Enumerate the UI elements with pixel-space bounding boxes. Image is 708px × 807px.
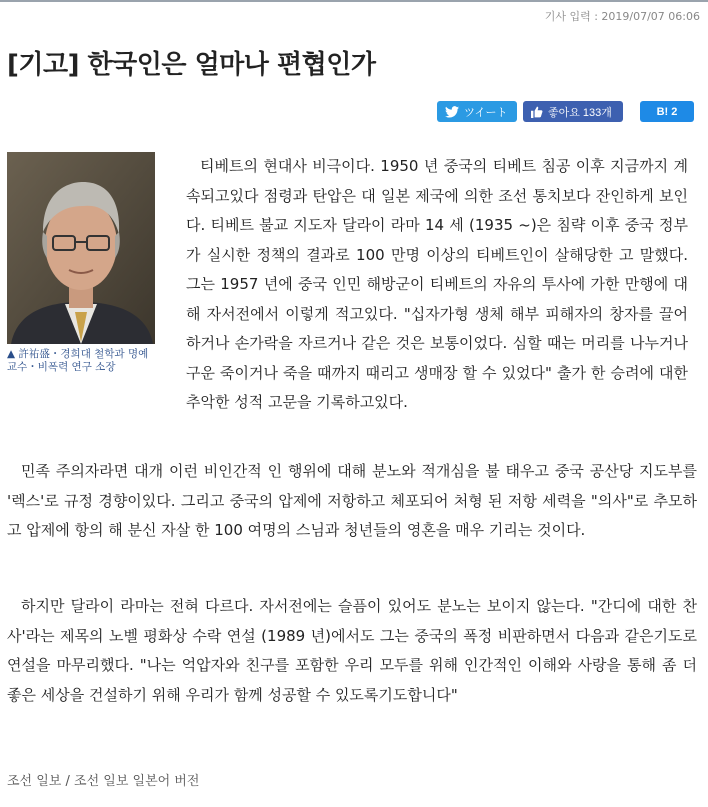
article-date: 기사 입력 : 2019/07/07 06:06 [544, 10, 700, 23]
photo-caption: ▲ 許祐盛・경희대 철학과 명예 교수・비폭력 연구 소장 [7, 348, 149, 373]
article-source: 조선 일보 / 조선 일보 일본어 버전 [7, 774, 200, 789]
article-paragraph: 하지만 달라이 라마는 전혀 다르다. 자서전에는 슬픔이 있어도 분노는 보이지 않는다. "간디에 대한 찬사'라는 제목의 노벨 평화상 수락 연설 (1989 년)에서도 그는 중국의 폭정 비판하면서 다음과 같은기도로 연설을 마무리했다. "나는 억압자와 친구를 포함한 우리 모두를 위해 인간적인 이해와 사랑을 통해 좀 더 좋은 세상을 건설하기 위해 우리가 함께 성공할 수 있도록기도합니다" [7, 597, 697, 704]
top-rule [0, 0, 708, 2]
article-paragraph: 민족 주의자라면 대개 이런 비인간적 인 행위에 대해 분노와 적개심을 불 태우고 중국 공산당 지도부를 '렉스'로 규정 경향이있다. 그리고 중국의 압제에 저항하고 체포되어 처형 된 저항 세력을 "의사"로 추모하고 압제에 항의 해 분신 자살 한 100 여명의 스님과 청년들의 영혼을 매우 기리는 것이다. [7, 462, 697, 539]
tweet-button[interactable] [437, 101, 517, 122]
tweet-label: ツイート [464, 106, 508, 119]
twitter-bird-icon [445, 106, 459, 118]
like-button[interactable] [523, 101, 623, 122]
article-paragraph: 티베트의 현대사 비극이다. 1950 년 중국의 티베트 침공 이후 지금까지 계속되고있다 점령과 탄압은 대 일본 제국에 의한 조선 통치보다 잔인하게 보인다. 티베트 불교 지도자 달라이 라마 14 세 (1935 ~)은 침략 이후 중국 정부가 실시한 정책의 결과로 100 만명 이상의 티베트인이 살해당한 고 말했다. 그는 1957 년에 중국 인민 해방군이 티베트의 자유의 투사에 가한 만행에 대해 자서전에서 이렇게 적고있다. "십자가형 생체 해부 피해자의 창자를 끌어하거나 손가락을 자르거나 같은 것은 보통이었다. 심할 때는 머리를 나누거나 구운 죽이거나 죽을 때까지 때리고 생매장 할 수 있었다" 출가 한 승려에 대한 추악한 성적 고문을 기록하고있다. [186, 157, 688, 411]
hatena-bookmark-button[interactable] [640, 101, 694, 122]
thumbs-up-icon [531, 106, 543, 118]
like-label: 좋아요 133개 [548, 106, 612, 119]
hatena-label: B! 2 [656, 105, 678, 118]
author-photo [7, 152, 155, 344]
article-title: [기고] 한국인은 얼마나 편협인가 [7, 50, 376, 80]
